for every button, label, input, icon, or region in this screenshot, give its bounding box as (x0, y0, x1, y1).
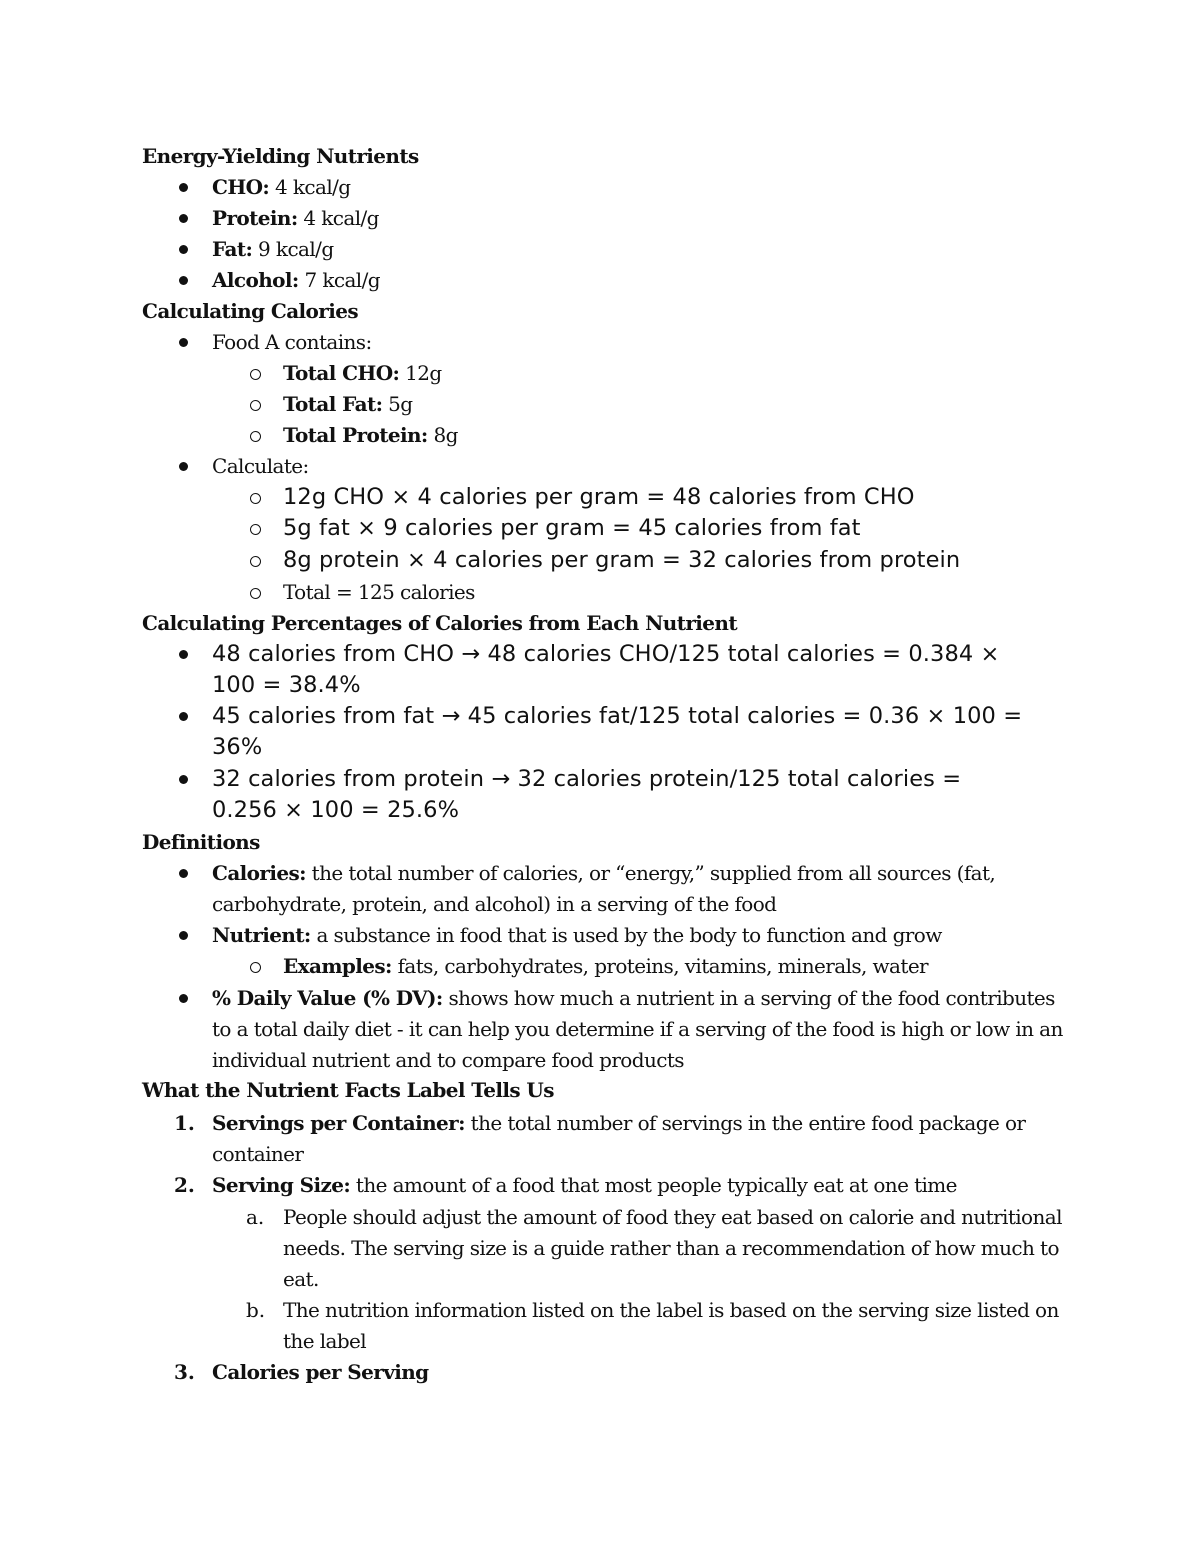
lettered-item: The nutrition information listed on the label is based on the serving size listed on (283, 1298, 1059, 1322)
item-label: CHO: (212, 175, 270, 199)
item-value: fats, carbohydrates, proteins, vitamins, minerals, water (391, 954, 929, 978)
bullet-disc (179, 183, 188, 192)
sub-list-item: 12g CHO × 4 calories per gram = 48 calories from CHO (283, 484, 915, 510)
item-value: 9 kcal/g (252, 237, 334, 261)
item-label: Fat: (212, 237, 253, 261)
list-letter: a. (246, 1205, 265, 1229)
section-heading-definitions: Definitions (142, 830, 260, 854)
item-label: Alcohol: (212, 268, 299, 292)
list-number: 1. (174, 1111, 195, 1135)
numbered-item (212, 1170, 957, 1201)
list-item-continuation: 0.256 × 100 = 25.6% (212, 797, 460, 823)
item-label: Total CHO: (283, 361, 400, 385)
bullet-disc (179, 650, 188, 659)
item-value: 7 kcal/g (298, 268, 380, 292)
sub-list-item (283, 389, 412, 420)
list-item-continuation: 100 = 38.4% (212, 672, 361, 698)
list-item: Calculate: (212, 454, 309, 478)
bullet-disc (179, 775, 188, 784)
bullet-circle (250, 431, 261, 442)
item-value: 8g (427, 423, 458, 447)
term-definition: a substance in food that is used by the body to function and grow (310, 923, 942, 947)
item-label: Examples: (283, 954, 392, 978)
list-item-continuation: 36% (212, 734, 263, 760)
bullet-disc (179, 712, 188, 721)
definition-continuation: individual nutrient and to compare food products (212, 1048, 684, 1072)
list-number: 3. (174, 1360, 195, 1384)
sub-list-item: 8g protein × 4 calories per gram = 32 calories from protein (283, 547, 961, 573)
item-value: 4 kcal/g (269, 175, 351, 199)
item-value: 5g (382, 392, 413, 416)
definition-item (212, 920, 942, 951)
sub-list-item: Total = 125 calories (283, 580, 475, 604)
definition-continuation: carbohydrate, protein, and alcohol) in a serving of the food (212, 892, 777, 916)
item-label: Servings per Container: (212, 1111, 465, 1135)
lettered-item-continuation: eat. (283, 1267, 319, 1291)
bullet-disc (179, 462, 188, 471)
bullet-disc (179, 276, 188, 285)
bullet-circle (250, 369, 261, 380)
term-definition: the total number of calories, or “energy,” supplied from all sources (fat, (305, 861, 996, 885)
bullet-circle (250, 524, 261, 535)
term-label: Calories: (212, 861, 306, 885)
sub-list-item (283, 951, 928, 982)
bullet-disc (179, 931, 188, 940)
section-heading-label: What the Nutrient Facts Label Tells Us (142, 1078, 554, 1102)
bullet-disc (179, 338, 188, 347)
item-value: 12g (399, 361, 442, 385)
term-label: Nutrient: (212, 923, 311, 947)
item-label: Protein: (212, 206, 298, 230)
term-definition: shows how much a nutrient in a serving of the food contributes (442, 986, 1055, 1010)
lettered-item-continuation: the label (283, 1329, 367, 1353)
list-item: 32 calories from protein → 32 calories protein/125 total calories = (212, 766, 962, 792)
item-value: 4 kcal/g (297, 206, 379, 230)
numbered-item (212, 1108, 1025, 1139)
item-label: Total Protein: (283, 423, 428, 447)
definition-item (212, 983, 1055, 1014)
item-value: the total number of servings in the entire food package or (464, 1111, 1026, 1135)
item-label: Serving Size: (212, 1173, 351, 1197)
section-heading-energy: Energy-Yielding Nutrients (142, 144, 419, 168)
bullet-disc (179, 245, 188, 254)
numbered-item-continuation: container (212, 1142, 304, 1166)
list-number: 2. (174, 1173, 195, 1197)
bullet-circle (250, 962, 261, 973)
sub-list-item: 5g fat × 9 calories per gram = 45 calories from fat (283, 515, 861, 541)
definition-continuation: to a total daily diet - it can help you determine if a serving of the food is high or low in an (212, 1017, 1063, 1041)
section-heading-percentages: Calculating Percentages of Calories from Each Nutrient (142, 611, 738, 635)
list-item: 48 calories from CHO → 48 calories CHO/125 total calories = 0.384 × (212, 641, 1000, 667)
bullet-circle (250, 588, 261, 599)
bullet-circle (250, 493, 261, 504)
sub-list-item (283, 420, 458, 451)
bullet-disc (179, 214, 188, 223)
numbered-item: Calories per Serving (212, 1360, 429, 1384)
item-value: the amount of a food that most people typically eat at one time (350, 1173, 957, 1197)
item-label: Total Fat: (283, 392, 383, 416)
definition-item (212, 858, 995, 889)
bullet-disc (179, 869, 188, 878)
section-heading-calculating: Calculating Calories (142, 299, 359, 323)
list-item (212, 203, 379, 234)
lettered-item-continuation: needs. The serving size is a guide rather than a recommendation of how much to (283, 1236, 1059, 1260)
lettered-item: People should adjust the amount of food they eat based on calorie and nutritional (283, 1205, 1062, 1229)
bullet-circle (250, 556, 261, 567)
list-item (212, 265, 380, 296)
list-item: Food A contains: (212, 330, 372, 354)
term-label: % Daily Value (% DV): (212, 986, 443, 1010)
list-letter: b. (246, 1298, 266, 1322)
sub-list-item (283, 358, 442, 389)
bullet-disc (179, 994, 188, 1003)
list-item: 45 calories from fat → 45 calories fat/125 total calories = 0.36 × 100 = (212, 703, 1023, 729)
list-item (212, 172, 350, 203)
list-item (212, 234, 334, 265)
bullet-circle (250, 400, 261, 411)
